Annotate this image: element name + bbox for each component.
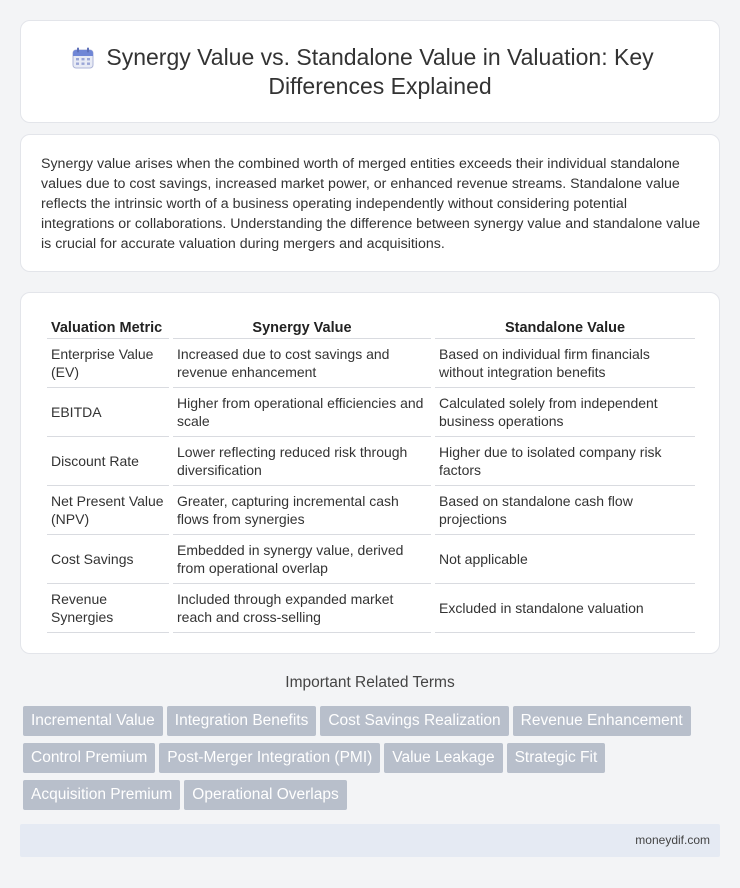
table-cell: Not applicable — [435, 535, 695, 584]
table-row — [47, 486, 695, 535]
related-terms-title: Important Related Terms — [285, 674, 455, 691]
related-term-tag[interactable]: Cost Savings Realization — [320, 706, 508, 736]
related-term-tag[interactable]: Acquisition Premium — [23, 780, 180, 810]
table-cell: Calculated solely from independent business operations — [435, 388, 695, 437]
table-row — [47, 584, 695, 633]
related-term-tag[interactable]: Revenue Enhancement — [513, 706, 691, 736]
column-header: Synergy Value — [173, 315, 431, 339]
related-terms-list — [23, 706, 723, 817]
intro-text: Synergy value arises when the combined worth of merged entities exceeds their individual standalone values due to cost savings, increased market power, or enhanced revenue streams. Standalone value reflects the intrinsic worth of a business operating independently without considering potential integrations or collaborations. Understanding the difference between synergy value and standalone value is crucial for accurate valuation during mergers and acquisitions. — [41, 156, 701, 252]
table-cell: Higher due to isolated company risk factors — [435, 437, 695, 486]
page-title: Synergy Value vs. Standalone Value in Valuation: Key Differences Explained — [106, 44, 654, 99]
table-cell: Revenue Synergies — [47, 584, 169, 633]
tag-row — [23, 706, 723, 743]
column-header: Standalone Value — [435, 315, 695, 339]
related-term-tag[interactable]: Strategic Fit — [507, 743, 606, 773]
footer-bar — [20, 824, 720, 857]
table-cell: Lower reflecting reduced risk through diversification — [173, 437, 431, 486]
table-cell: Net Present Value (NPV) — [47, 486, 169, 535]
table-row — [47, 535, 695, 584]
table-cell: EBITDA — [47, 388, 169, 437]
site-name[interactable]: moneydif.com — [635, 833, 710, 847]
table-cell: Enterprise Value (EV) — [47, 339, 169, 388]
table-cell: Based on individual firm financials without integration benefits — [435, 339, 695, 388]
related-term-tag[interactable]: Incremental Value — [23, 706, 163, 736]
table-row — [47, 339, 695, 388]
table-cell: Embedded in synergy value, derived from operational overlap — [173, 535, 431, 584]
table-cell: Discount Rate — [47, 437, 169, 486]
table-cell: Included through expanded market reach and cross-selling — [173, 584, 431, 633]
table-cell: Higher from operational efficiencies and scale — [173, 388, 431, 437]
table-header-row — [47, 315, 695, 339]
table-cell: Excluded in standalone valuation — [435, 584, 695, 633]
related-term-tag[interactable]: Control Premium — [23, 743, 155, 773]
comparison-card — [20, 292, 720, 654]
header-card — [20, 20, 720, 123]
table-cell: Greater, capturing incremental cash flows from synergies — [173, 486, 431, 535]
intro-card — [20, 134, 720, 272]
related-term-tag[interactable]: Integration Benefits — [167, 706, 317, 736]
table-cell: Cost Savings — [47, 535, 169, 584]
related-term-tag[interactable]: Post-Merger Integration (PMI) — [159, 743, 380, 773]
column-header: Valuation Metric — [47, 315, 169, 339]
tag-row — [23, 780, 723, 817]
table-row — [47, 388, 695, 437]
related-term-tag[interactable]: Value Leakage — [384, 743, 502, 773]
tag-row — [23, 743, 723, 780]
related-term-tag[interactable]: Operational Overlaps — [184, 780, 346, 810]
table-row — [47, 437, 695, 486]
table-cell: Increased due to cost savings and revenue enhancement — [173, 339, 431, 388]
comparison-table — [43, 315, 699, 633]
table-cell: Based on standalone cash flow projections — [435, 486, 695, 535]
